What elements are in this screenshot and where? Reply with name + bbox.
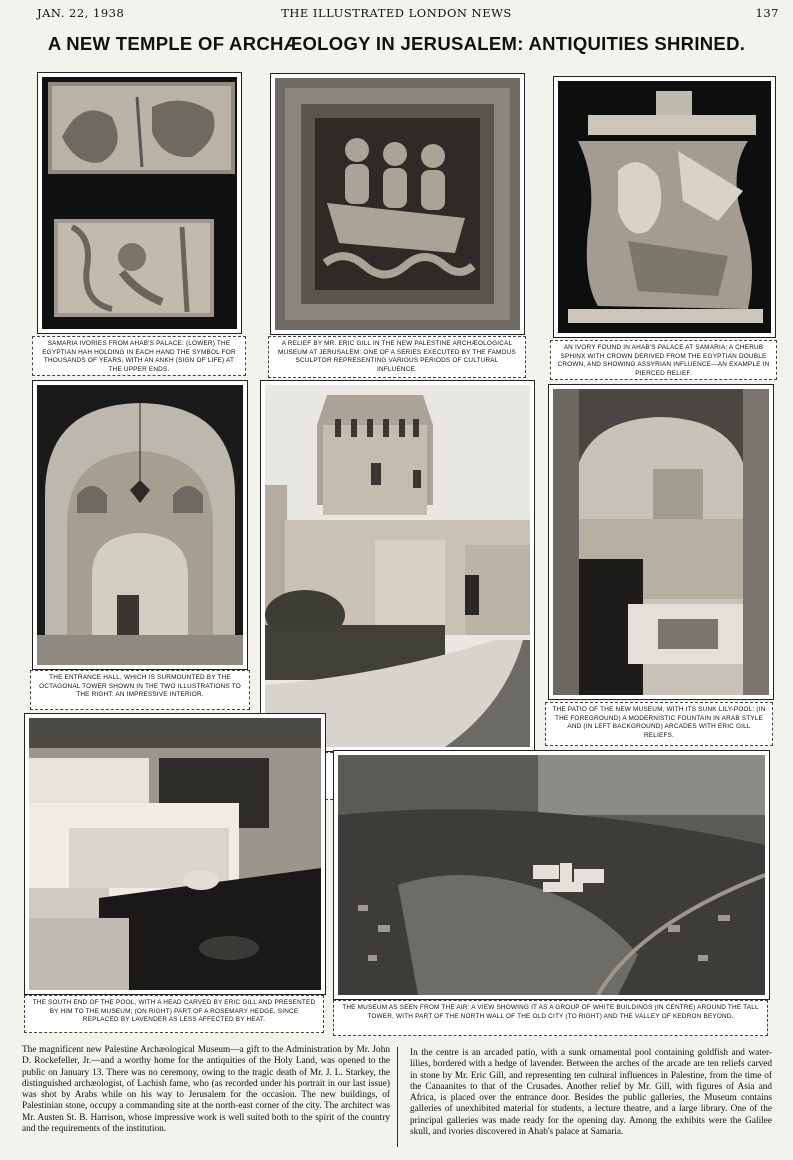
sphinx-photo bbox=[553, 76, 776, 338]
ivories-caption: SAMARIA IVORIES FROM AHAB'S PALACE: (LOWER) THE EGYPTIAN HAH HOLDING IN EACH HAND THE SYMBOL FOR THOUSANDS OF YEARS, WITH AN ANKH (SIGN OF LIFE) AT THE UPPER ENDS. bbox=[32, 336, 246, 376]
pool-caption: THE SOUTH END OF THE POOL, WITH A HEAD CARVED BY ERIC GILL AND PRESENTED BY HIM TO THE MUSEUM; (ON RIGHT) PART OF A ROSEMARY HEDGE, SINCE REPLACED BY LAVENDER AS LESS AFFECTED BY HEAT. bbox=[24, 995, 324, 1033]
relief-image bbox=[275, 78, 520, 330]
sphinx-image bbox=[558, 81, 771, 333]
article-column-right: In the centre is an arcaded patio, with a sunk ornamental pool containing goldfish and water-lilies, bordered with a hedge of lavender. Between the arches of the arcade are ten reliefs carved in stone by Mr. Eric Gill, and representing ten cultural influences in Palestine, from the time of the Canaanites to that of the Crusades. Another relief by Mr. Gill, with figures of Asia and Africa, is placed over the entrance door. Besides the public galleries, the Museum contains galleries of unexhibited material for students, a lecture theatre, and a large library. One of the principal galleries was made ready for the opening day. Among the exhibits were the Galilee skull, and ivories discovered in Ahab's palace at Samaria. bbox=[410, 1048, 772, 1138]
patio-caption: THE PATIO OF THE NEW MUSEUM, WITH ITS SUNK LILY-POOL: (IN THE FOREGROUND) A MODERNISTIC FOUNTAIN IN ARAB STYLE AND (IN LEFT BACKGROUND) ARCADES WITH ERIC GILL RELIEFS. bbox=[545, 702, 773, 746]
pool-photo bbox=[24, 713, 326, 995]
pool-image bbox=[29, 718, 321, 990]
hall-caption: THE ENTRANCE HALL, WHICH IS SURMOUNTED BY THE OCTAGONAL TOWER SHOWN IN THE TWO ILLUSTRATIONS TO THE RIGHT: AN IMPRESSIVE INTERIOR. bbox=[30, 670, 250, 710]
column-divider bbox=[397, 1047, 398, 1147]
aerial-photo bbox=[333, 750, 770, 1000]
relief-caption: A RELIEF BY MR. ERIC GILL IN THE NEW PALESTINE ARCHÆOLOGICAL MUSEUM AT JERUSALEM: ONE OF A SERIES EXECUTED BY THE FAMOUS SCULPTOR REPRESENTING VARIOUS PERIODS OF CULTURAL INFLUENCE. bbox=[268, 336, 526, 378]
relief-photo bbox=[270, 73, 525, 335]
hall-image bbox=[37, 385, 243, 665]
hall-photo bbox=[32, 380, 248, 670]
masthead: THE ILLUSTRATED LONDON NEWS bbox=[281, 6, 512, 20]
page-number: 137 bbox=[755, 6, 779, 20]
issue-date: JAN. 22, 1938 bbox=[37, 6, 125, 20]
ivories-image bbox=[42, 77, 237, 329]
sphinx-caption: AN IVORY FOUND IN AHAB'S PALACE AT SAMARIA: A CHERUB SPHINX WITH CROWN DERIVED FROM THE EGYPTIAN DOUBLE CROWN, AND SHOWING ASSYRIAN INFLUENCE—AN EXAMPLE IN PIERCED RELIEF. bbox=[550, 340, 777, 380]
museum-photo bbox=[260, 380, 535, 752]
page-title: A NEW TEMPLE OF ARCHÆOLOGY IN JERUSALEM: ANTIQUITIES SHRINED. bbox=[47, 33, 746, 54]
patio-photo bbox=[548, 384, 774, 700]
aerial-caption: THE MUSEUM AS SEEN FROM THE AIR: A VIEW SHOWING IT AS A GROUP OF WHITE BUILDINGS (IN CENTRE) AROUND THE TALL TOWER, WITH PART OF THE NORTH WALL OF THE OLD CITY (TO RIGHT) AND THE VALLEY OF KEDRON BEYOND. bbox=[333, 1000, 768, 1036]
museum-image bbox=[265, 385, 530, 747]
patio-image bbox=[553, 389, 769, 695]
article-column-left: The magnificent new Palestine Archæological Museum—a gift to the Administration by Mr. John D. Rockefeller, Jr.—and a worthy home for the antiquities of the Holy Land, was opened to the public on January 13. There was no ceremony, owing to the tragic death of Mr. J. L. Starkey, the distinguished archæologist, of Lachish fame, who (as recorded under his portrait in our last issue) was shot by Arabs while on his way to Jerusalem for the occasion. The new buildings, of Palestinian stone, occupy a commanding site at the north-east corner of the city. The architect was Mr. Austen St. B. Harrison, whose impressive work is well suited both to the spirit of the country and the requirements of the institution. bbox=[22, 1045, 390, 1135]
aerial-image bbox=[338, 755, 765, 995]
ivories-photo bbox=[37, 72, 242, 334]
